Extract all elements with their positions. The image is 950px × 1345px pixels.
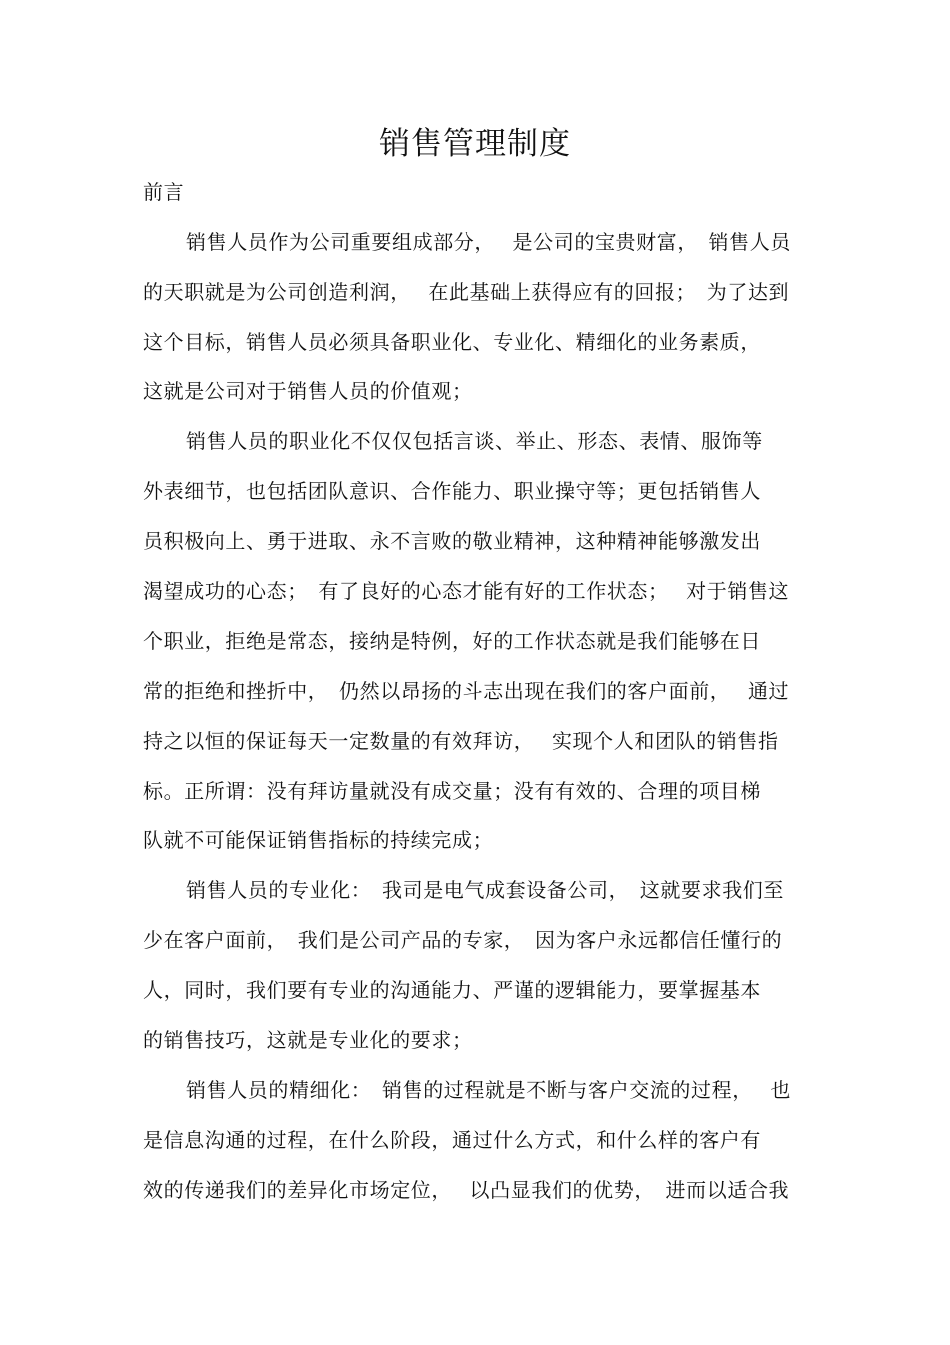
paragraph-2-line-5: 个职业，拒绝是常态，接纳是特例，好的工作状态就是我们能够在日 xyxy=(143,629,761,653)
paragraph-2-line-7: 持之以恒的保证每天一定数量的有效拜访， 实现个人和团队的销售指 xyxy=(143,729,779,753)
paragraph-3-line-4: 的销售技巧，这就是专业化的要求； xyxy=(143,1028,473,1052)
paragraph-2-line-2: 外表细节，也包括团队意识、合作能力、职业操守等；更包括销售人 xyxy=(143,479,761,503)
paragraph-4-line-2: 是信息沟通的过程，在什么阶段，通过什么方式，和什么样的客户有 xyxy=(143,1128,761,1152)
paragraph-2-line-8: 标。正所谓：没有拜访量就没有成交量；没有有效的、合理的项目梯 xyxy=(143,779,761,803)
paragraph-2-line-9: 队就不可能保证销售指标的持续完成； xyxy=(143,828,494,852)
paragraph-2-line-3: 员积极向上、勇于进取、永不言败的敬业精神，这种精神能够激发出 xyxy=(143,529,761,553)
preface-heading: 前言 xyxy=(143,180,185,204)
paragraph-1-line-3: 这个目标，销售人员必须具备职业化、专业化、精细化的业务素质， xyxy=(143,330,761,354)
document-title: 销售管理制度 xyxy=(379,126,571,162)
paragraph-3-line-1: 销售人员的专业化： 我司是电气成套设备公司， 这就要求我们至 xyxy=(186,878,784,902)
paragraph-2-line-1: 销售人员的职业化不仅仅包括言谈、举止、形态、表情、服饰等 xyxy=(186,429,763,453)
paragraph-2-line-6: 常的拒绝和挫折中， 仍然以昂扬的斗志出现在我们的客户面前， 通过 xyxy=(143,679,790,703)
paragraph-2-line-4: 渴望成功的心态； 有了良好的心态才能有好的工作状态； 对于销售这 xyxy=(143,579,790,603)
paragraph-1-line-2: 的天职就是为公司创造利润， 在此基础上获得应有的回报； 为了达到 xyxy=(143,280,790,304)
paragraph-3-line-2: 少在客户面前， 我们是公司产品的专家， 因为客户永远都信任懂行的 xyxy=(143,928,783,952)
paragraph-1-line-1: 销售人员作为公司重要组成部分， 是公司的宝贵财富， 销售人员 xyxy=(186,230,791,254)
paragraph-4-line-3: 效的传递我们的差异化市场定位， 以凸显我们的优势， 进而以适合我 xyxy=(143,1178,790,1202)
paragraph-3-line-3: 人，同时，我们要有专业的沟通能力、严谨的逻辑能力，要掌握基本 xyxy=(143,978,761,1002)
paragraph-1-line-4: 这就是公司对于销售人员的价值观； xyxy=(143,379,473,403)
paragraph-4-line-1: 销售人员的精细化： 销售的过程就是不断与客户交流的过程， 也 xyxy=(186,1078,791,1102)
